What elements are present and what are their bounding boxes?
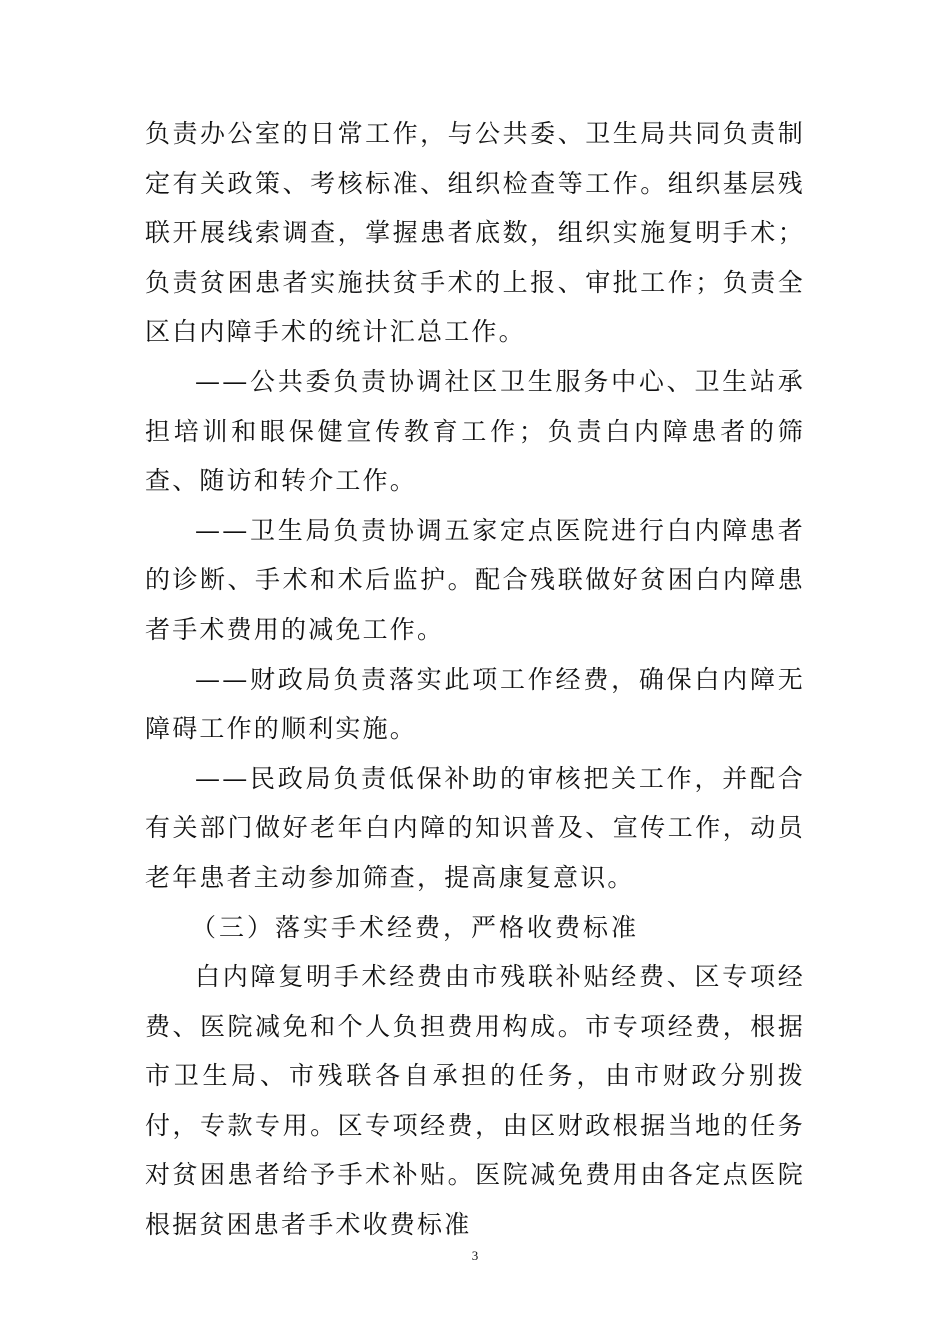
- document-body: [145, 109, 805, 1250]
- paragraph-public-committee: ——公共委负责协调社区卫生服务中心、卫生站承担培训和眼保健宣传教育工作；负责白内障患者的筛查、随访和转介工作。: [145, 366, 805, 496]
- paragraph-surgery-funding: 白内障复明手术经费由市残联补贴经费、区专项经费、医院减免和个人负担费用构成。市专项经费，根据市卫生局、市残联各自承担的任务，由市财政分别拨付，专款专用。区专项经费，由区财政根据当地的任务对贫困患者给予手术补贴。医院减免费用由各定点医院根据贫困患者手术收费标准: [145, 962, 805, 1240]
- section-heading: （三）落实手术经费，严格收费标准: [191, 912, 640, 942]
- paragraph-finance-bureau: ——财政局负责落实此项工作经费，确保白内障无障碍工作的顺利实施。: [145, 664, 805, 744]
- paragraph-health-bureau: ——卫生局负责协调五家定点医院进行白内障患者的诊断、手术和术后监护。配合残联做好贫困白内障患者手术费用的减免工作。: [145, 515, 805, 644]
- paragraph-civil-affairs-bureau: ——民政局负责低保补助的审核把关工作，并配合有关部门做好老年白内障的知识普及、宣传工作，动员老年患者主动参加筛查，提高康复意识。: [145, 763, 805, 892]
- page-number: 3: [471, 1248, 479, 1263]
- paragraph-office-duties: 负责办公室的日常工作，与公共委、卫生局共同负责制定有关政策、考核标准、组织检查等工作。组织基层残联开展线索调查，掌握患者底数，组织实施复明手术；负责贫困患者实施扶贫手术的上报、审批工作；负责全区白内障手术的统计汇总工作。: [145, 119, 805, 347]
